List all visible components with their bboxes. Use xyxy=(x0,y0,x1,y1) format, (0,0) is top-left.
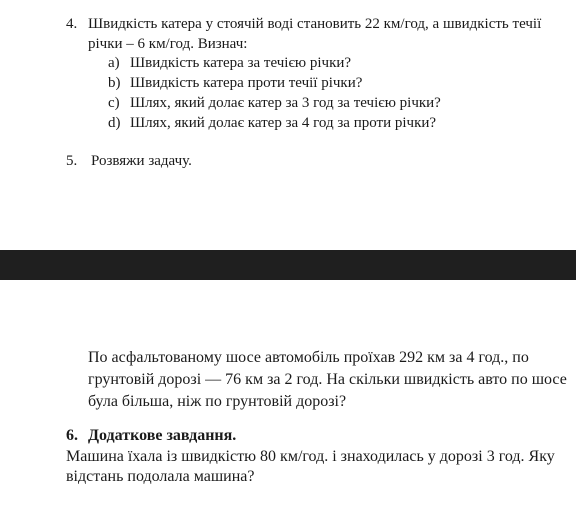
task-6-line-1: Машина їхала із швидкістю 80 км/год. і знаходилась у дорозі 3 год. Яку xyxy=(66,448,555,465)
list-item-label: d) xyxy=(108,115,121,131)
task-6-number: 6. xyxy=(66,427,78,444)
problem-line-1: По асфальтованому шосе автомобіль проїхав 292 км за 4 год., по xyxy=(88,349,529,366)
task-4-text-line-1: Швидкість катера у стоячій воді становить 22 км/год, а швидкість течії xyxy=(88,16,542,32)
list-item-text: Шлях, який долає катер за 4 год за проти річки? xyxy=(130,115,437,131)
task-5-number: 5. xyxy=(66,153,78,169)
list-item-label: b) xyxy=(108,75,121,91)
task-4-number: 4. xyxy=(66,16,78,32)
list-item-label: a) xyxy=(108,55,120,71)
task-4-text-line-2: річки – 6 км/год. Визнач: xyxy=(88,36,248,52)
list-item-label: c) xyxy=(108,95,120,111)
list-item-text: Швидкість катера за течією річки? xyxy=(130,55,352,71)
list-item-text: Шлях, який долає катер за 3 год за течією річки? xyxy=(130,95,441,111)
problem-line-2: грунтовій дорозі — 76 км за 2 год. На скільки швидкість авто по шосе xyxy=(88,371,567,388)
task-5-text: Розвяжи задачу. xyxy=(91,153,192,169)
problem-line-3: була більша, ніж по грунтовій дорозі? xyxy=(88,393,347,410)
list-item-text: Швидкість катера проти течії річки? xyxy=(130,75,363,91)
divider-band xyxy=(0,250,576,280)
task-6-line-2: відстань подолала машина? xyxy=(66,468,255,485)
task-6-title: Додаткове завдання. xyxy=(88,427,237,444)
